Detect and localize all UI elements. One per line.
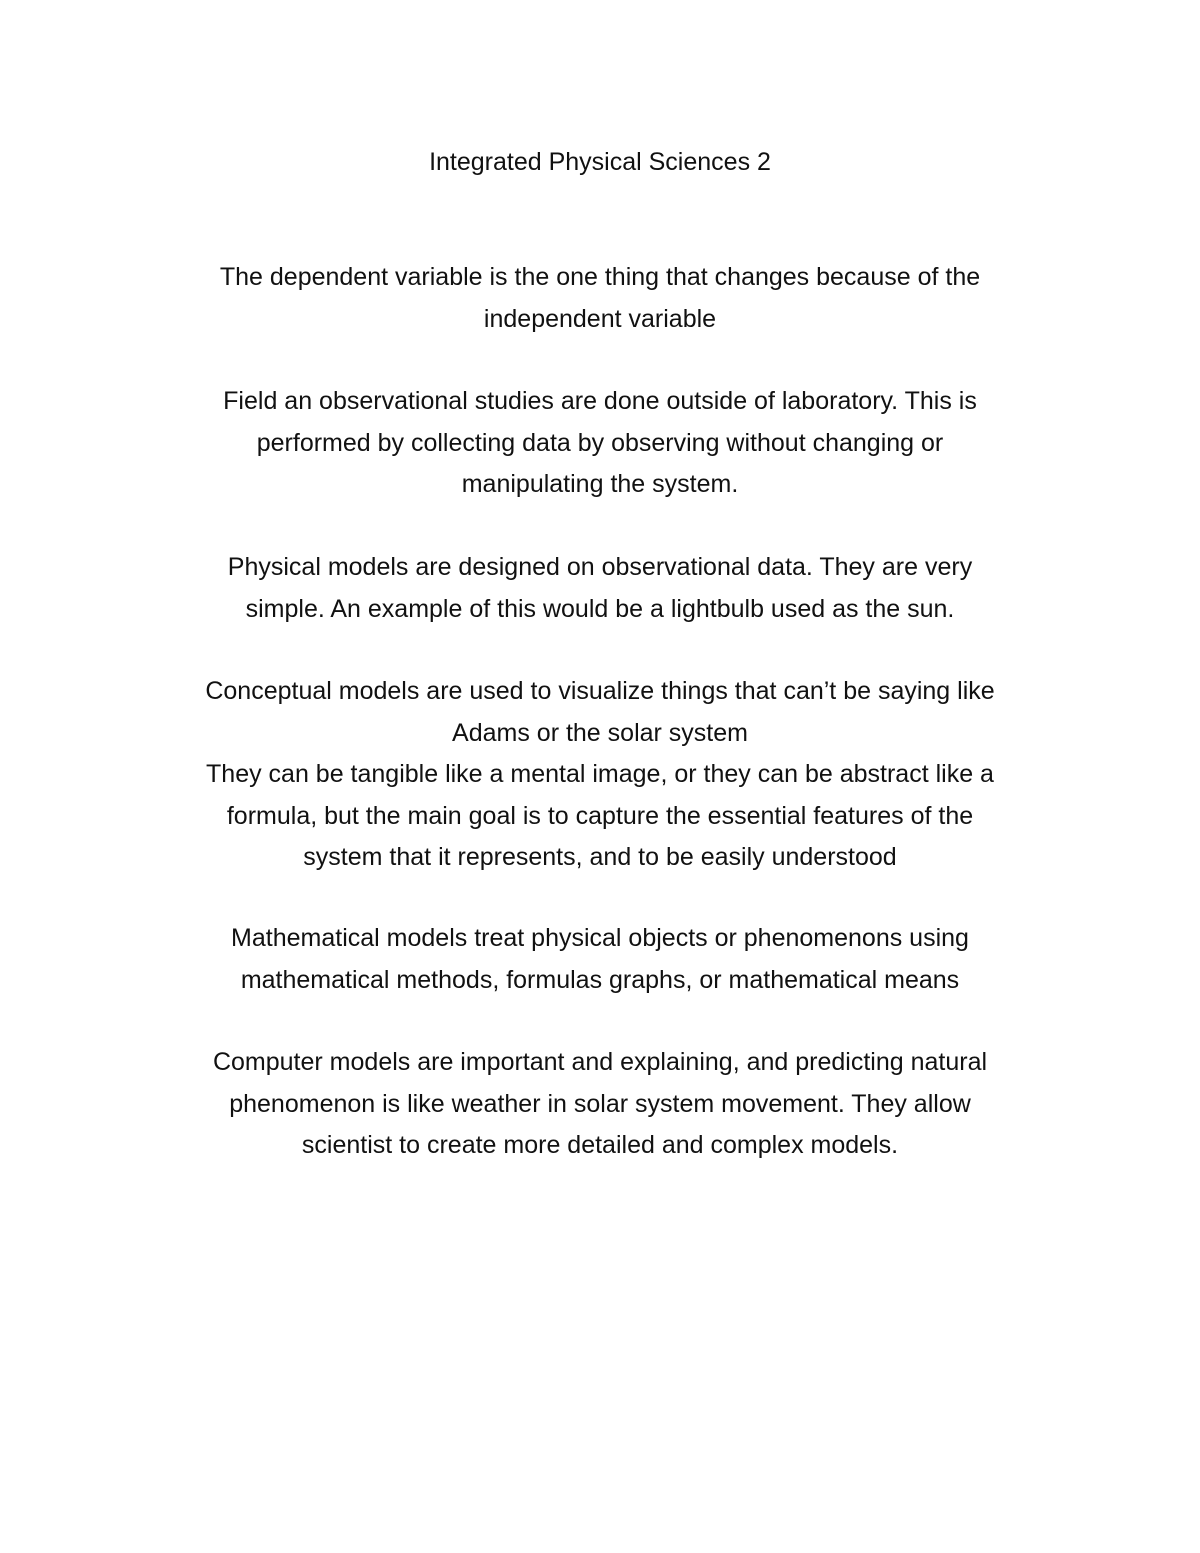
- paragraph-line: formula, but the main goal is to capture the essential features of the: [226, 801, 974, 830]
- paragraph-field-studies: [110, 381, 1090, 506]
- paragraph-line: Physical models are designed on observational data. They are very: [227, 553, 973, 581]
- paragraph-line: scientist to create more detailed and complex models.: [301, 1131, 899, 1159]
- paragraph-line: system that it represents, and to be easily understood: [303, 843, 897, 871]
- paragraph-line: performed by collecting data by observing without changing or: [256, 428, 944, 457]
- document-title: Integrated Physical Sciences 2: [429, 148, 771, 176]
- paragraph-line: Computer models are important and explaining, and predicting natural: [212, 1048, 988, 1076]
- paragraph-conceptual-models: [110, 671, 1090, 879]
- paragraph-line: Mathematical models treat physical objects or phenomenons using: [231, 924, 969, 952]
- paragraph-dependent-variable: [110, 257, 1090, 340]
- paragraph-line: They can be tangible like a mental image, or they can be abstract like a: [206, 760, 994, 788]
- paragraph-computer-models: [110, 1042, 1090, 1167]
- paragraph-line: The dependent variable is the one thing that changes because of the: [219, 263, 981, 291]
- paragraph-physical-models: [110, 547, 1090, 630]
- paragraph-line: simple. An example of this would be a lightbulb used as the sun.: [245, 594, 955, 623]
- paragraph-line: Adams or the solar system: [452, 718, 748, 747]
- paragraph-line: mathematical methods, formulas graphs, or mathematical means: [240, 965, 960, 994]
- paragraph-line: Field an observational studies are done outside of laboratory. This is: [223, 387, 977, 415]
- paragraph-mathematical-models: [110, 918, 1090, 1001]
- paragraph-line: manipulating the system.: [461, 470, 739, 498]
- paragraph-line: independent variable: [483, 304, 717, 333]
- paragraph-line: phenomenon is like weather in solar system movement. They allow: [229, 1089, 971, 1118]
- paragraph-line: Conceptual models are used to visualize things that can’t be saying like: [205, 677, 995, 705]
